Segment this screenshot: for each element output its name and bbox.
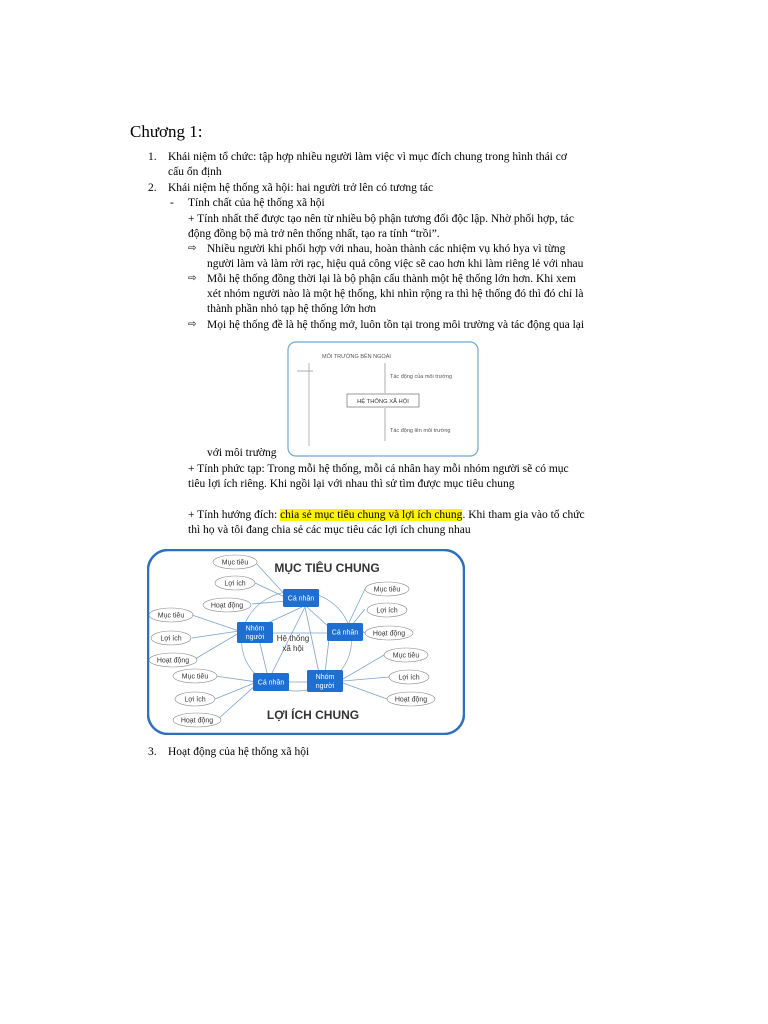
goal-label: Mục tiêu [373,586,401,594]
group-node-line2: người [245,634,265,641]
right-arrow-outline-icon: ⇨ [188,243,197,254]
bullet2-line2: xét nhóm người nào là một hệ thống, khi nhìn rộng ra thì hệ thống đó thì đó chỉ là [207,288,584,300]
highlighted-text: chia sẻ mục tiêu chung và lợi ích chung [280,509,463,521]
property-unity-line2: động đồng bộ mà trở nên thống nhất, tạo ra tính “trồi”. [188,228,440,240]
common-goal-title: MỤC TIÊU CHUNG [274,561,380,575]
individual-node: Cá nhân [331,629,359,637]
individual-node: Cá nhân [257,679,285,687]
list-number-3: 3. [148,746,157,758]
group-node-line2: người [315,683,335,690]
property-complex-line2: tiêu lợi ích riêng. Khi ngồi lại với nhau thì sử tìm được mục tiêu chung [188,478,515,490]
center-label-line1: Hệ thống [276,634,310,643]
benefit-label: Lợi ích [398,674,420,682]
right-arrow-outline-icon: ⇨ [188,319,197,330]
property-goal-line2: thì họ và tôi đang chia sẻ các mục tiêu các lợi ích chung nhau [188,524,471,536]
property-complex-line1: + Tính phức tạp: Trong mỗi hệ thống, mỗi cá nhân hay mỗi nhóm người sẽ có mục [188,463,569,475]
right-arrow-outline-icon: ⇨ [188,273,197,284]
goal-label: Mục tiêu [181,673,209,681]
benefit-label: Lợi ích [224,580,246,588]
activity-label: Hoạt động [210,602,244,610]
benefit-label: Lợi ích [376,607,398,615]
subsection-title: Tính chất của hệ thống xã hội [188,197,325,209]
env-out-label: Tác động lên môi trường [390,428,451,434]
bullet3-line1: Mọi hệ thống đề là hệ thống mở, luôn tồn tại trong môi trường và tác động qua lại [207,319,585,331]
group-node-line1: Nhóm [245,625,265,633]
goal-label: Mục tiêu [221,559,249,567]
bullet2-line1: Mỗi hệ thống đồng thời lại là bộ phận cấu thành một hệ thống lớn hơn. Khi xem [207,273,576,285]
center-system-label: HỆ THỐNG XÃ HỘI [357,399,409,405]
chapter-heading: Chương 1: [130,122,203,141]
item2-text: Khái niệm hệ thống xã hội: hai người trở lên có tương tác [168,182,434,194]
item1-line2: cấu ổn định [168,166,222,178]
item3-text: Hoạt động của hệ thống xã hội [168,746,310,758]
benefit-label: Lợi ích [184,696,206,704]
goal-label: Mục tiêu [392,652,420,660]
benefit-label: Lợi ích [160,635,182,643]
list-number-2: 2. [148,182,157,194]
activity-label: Hoạt động [180,717,214,725]
item1-line1: Khái niệm tổ chức: tập hợp nhiều người làm việc vì mục đích chung trong hình thái cơ [168,151,567,163]
common-benefit-title: LỢI ÍCH CHUNG [266,708,360,722]
bullet2-line3: thành phần nhỏ tạp hệ thống lớn hơn [207,303,376,315]
individual-node: Cá nhân [287,595,315,603]
dash-marker: - [170,197,174,209]
environment-diagram [287,341,479,457]
social-system-diagram [147,549,465,735]
goal-label: Mục tiêu [157,612,185,620]
property-unity-line1: + Tính nhất thể được tạo nên từ nhiều bộ phận tương đối độc lập. Nhờ phối hợp, tác [188,213,574,225]
activity-label: Hoạt động [394,696,428,704]
activity-label: Hoạt động [156,657,190,665]
property-goal-line1: + Tính hướng đích: chia sẻ mục tiêu chung và lợi ích chung. Khi tham gia vào tổ chức [188,509,585,521]
bullet1-line2: người làm và làm rời rạc, hiệu quả công việc sẽ cao hơn khi làm riêng lẻ với nhau [207,258,584,270]
env-label: MÔI TRƯỜNG BÊN NGOÀI [322,354,391,360]
env-in-label: Tác động của môi trường [390,374,453,380]
bullet3-line2: với môi trường [207,447,277,459]
bullet1-line1: Nhiều người khi phối hợp với nhau, hoàn thành các nhiệm vụ khó hya vì từng [207,243,566,255]
list-number-1: 1. [148,151,157,163]
group-node-line1: Nhóm [315,674,335,681]
center-label-line2: xã hội [282,644,304,653]
activity-label: Hoạt động [372,630,406,638]
